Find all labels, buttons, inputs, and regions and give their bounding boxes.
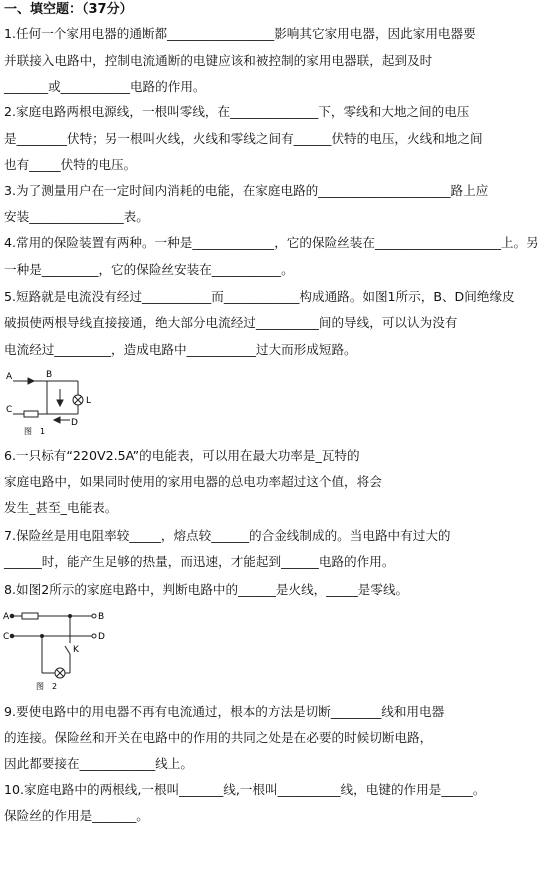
fuse-icon [22, 613, 38, 619]
figure-2-label-k: K [73, 645, 79, 655]
resistor-icon [24, 411, 38, 417]
question-6-line-1: 6.一只标有“220V2.5A”的电能表，可以用在最大功率是_瓦特的 [4, 448, 360, 463]
figure-1-label-c: C [6, 405, 13, 415]
figure-1-label-l: L [86, 396, 92, 406]
figure-1-circuit [4, 368, 104, 440]
figure-1-label-d: D [71, 418, 78, 428]
figure-2-circuit [2, 607, 114, 693]
question-1-line-2: 并联接入电路中，控制电流通断的电键应该和被控制的家用电器联，起到及时 [4, 53, 433, 68]
figure-2-label-b: B [98, 612, 105, 622]
question-2-line-1: 2.家庭电路两根电源线，一根叫零线，在______________下，零线和大地之间的电压 [4, 104, 470, 119]
question-1-line-3: _______或___________电路的作用。 [4, 79, 206, 94]
figure-2-label-a: A [3, 612, 10, 622]
switch-icon [65, 646, 70, 654]
question-2-line-3: 也有_____伏特的电压。 [4, 157, 137, 172]
question-9-line-1: 9.要使电路中的用电器不再有电流通过，根本的方法是切断________线和用电器 [4, 704, 445, 719]
question-3-line-2: 安装_______________表。 [4, 209, 149, 224]
question-5-line-2: 破损使两根导线直接接通，绝大部分电流经过__________间的导线，可以认为没有 [4, 315, 458, 330]
figure-2-caption: 图 2 [36, 682, 58, 691]
question-5-line-3: 电流经过_________，造成电路中___________过大而形成短路。 [4, 342, 357, 357]
figure-1-label-a: A [6, 372, 13, 382]
question-2-line-2: 是________伏特；另一根叫火线，火线和零线之间有______伏特的电压，火线和地之间 [4, 131, 483, 146]
question-7-line-2: ______时，能产生足够的热量，而迅速，才能起到______电路的作用。 [4, 554, 395, 569]
question-8-line-1: 8.如图2所示的家庭电路中，判断电路中的______是火线，_____是零线。 [4, 582, 409, 597]
question-6-line-3: 发生_甚至_电能表。 [4, 500, 118, 515]
question-10-line-1: 10.家庭电路中的两根线,一根叫_______线,一根叫__________线，电键的作用是_____。 [4, 782, 486, 797]
figure-1-label-b: B [46, 370, 53, 380]
figure-2-label-c: C [3, 632, 10, 642]
question-6-line-2: 家庭电路中，如果同时使用的家用电器的总电功率超过这个值，将会 [4, 474, 382, 489]
question-5-line-1: 5.短路就是电流没有经过___________而____________构成通路。如图1所示，B、D间绝缘皮 [4, 289, 515, 304]
question-1-line-1: 1.任何一个家用电器的通断都_________________影响其它家用电器，因此家用电器要 [4, 26, 476, 41]
question-9-line-2: 的连接。保险丝和开关在电路中的作用的共同之处是在必要的时候切断电路， [4, 730, 433, 745]
question-4-line-1: 4.常用的保险装置有两种。一种是_____________，它的保险丝装在____________________上。另 [4, 235, 539, 250]
section-title: 一、填空题：（37分） [4, 2, 133, 17]
question-10-line-2: 保险丝的作用是_______。 [4, 808, 149, 823]
question-3-line-1: 3.为了测量用户在一定时间内消耗的电能，在家庭电路的_____________________路上应 [4, 183, 489, 198]
figure-2-label-d: D [98, 632, 105, 642]
question-4-line-2: 一种是_________，它的保险丝安装在___________。 [4, 262, 294, 277]
question-7-line-1: 7.保险丝是用电阻率较_____，熔点较______的合金线制成的。当电路中有过大的 [4, 528, 451, 543]
figure-1-caption: 图 1 [24, 427, 46, 436]
question-9-line-3: 因此都要接在____________线上。 [4, 756, 193, 771]
